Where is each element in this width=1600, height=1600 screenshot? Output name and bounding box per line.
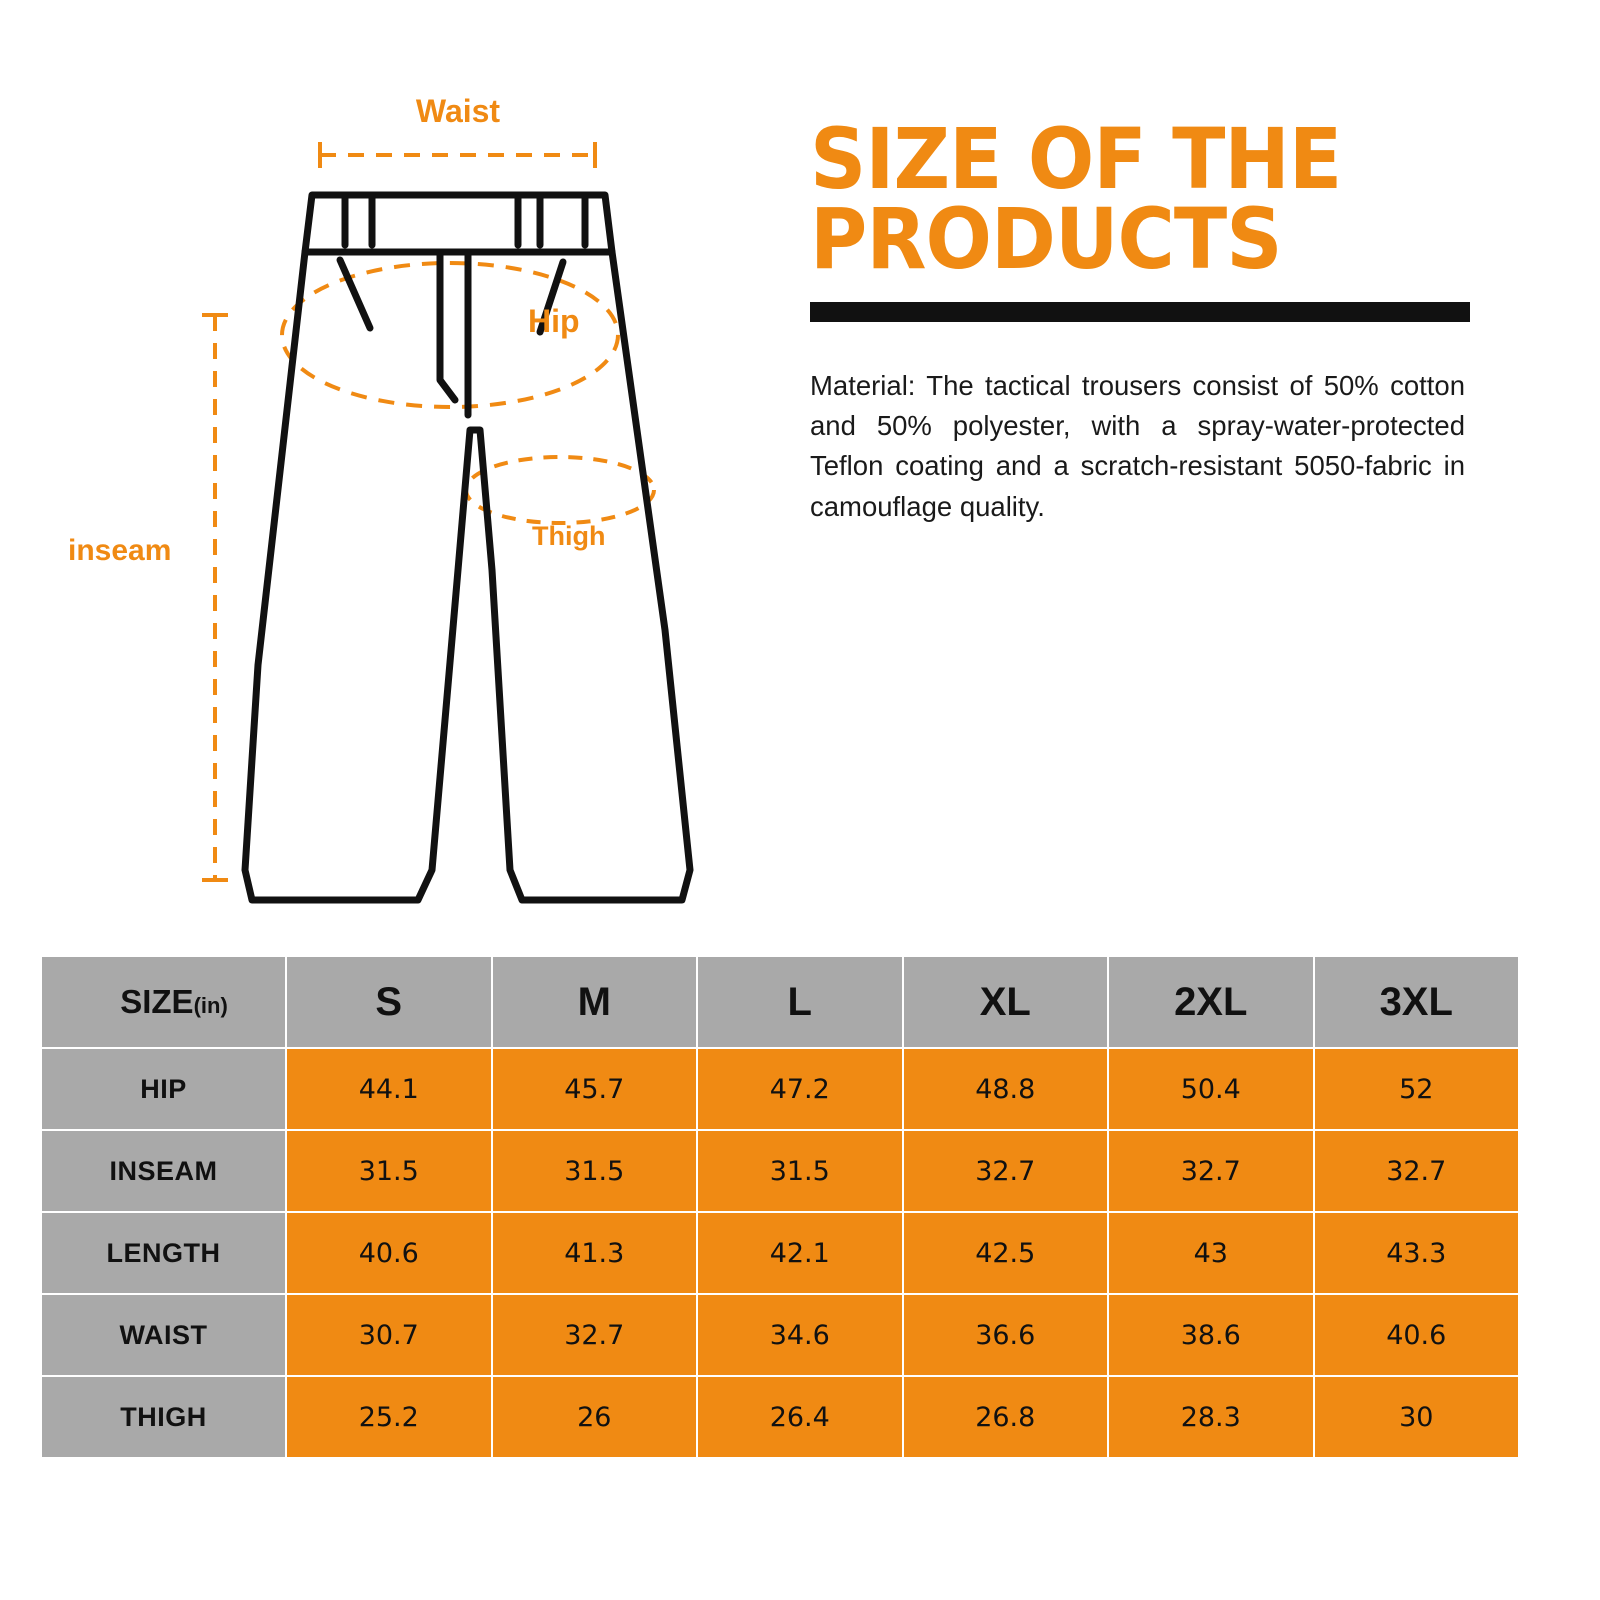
cell-length-xl: 42.5	[903, 1212, 1109, 1294]
row-label-inseam: INSEAM	[41, 1130, 286, 1212]
row-label-thigh: THIGH	[41, 1376, 286, 1458]
inseam-label: inseam	[68, 534, 172, 567]
cell-inseam-l: 31.5	[697, 1130, 903, 1212]
corner-unit-text: (in)	[193, 993, 228, 1018]
cell-hip-s: 44.1	[286, 1048, 492, 1130]
table-row	[41, 1048, 1519, 1130]
row-label-hip: HIP	[41, 1048, 286, 1130]
cell-thigh-s: 25.2	[286, 1376, 492, 1458]
cell-waist-s: 30.7	[286, 1294, 492, 1376]
title-line-2: PRODUCTS	[810, 189, 1282, 288]
title-divider	[810, 302, 1470, 322]
size-header-s: S	[286, 956, 492, 1048]
size-table	[40, 955, 1520, 1459]
table-row	[41, 1130, 1519, 1212]
cell-waist-2xl: 38.6	[1108, 1294, 1314, 1376]
cell-length-2xl: 43	[1108, 1212, 1314, 1294]
cell-length-s: 40.6	[286, 1212, 492, 1294]
cell-thigh-3xl: 30	[1314, 1376, 1520, 1458]
cell-hip-xl: 48.8	[903, 1048, 1109, 1130]
cell-hip-3xl: 52	[1314, 1048, 1520, 1130]
cell-hip-2xl: 50.4	[1108, 1048, 1314, 1130]
cell-thigh-l: 26.4	[697, 1376, 903, 1458]
cell-hip-l: 47.2	[697, 1048, 903, 1130]
cell-length-3xl: 43.3	[1314, 1212, 1520, 1294]
table-row	[41, 1376, 1519, 1458]
cell-thigh-xl: 26.8	[903, 1376, 1109, 1458]
cell-length-l: 42.1	[697, 1212, 903, 1294]
size-table-container	[40, 955, 1520, 1459]
size-header-3xl: 3XL	[1314, 956, 1520, 1048]
material-description: Material: The tactical trousers consist of 50% cotton and 50% polyester, with a spray-water-protected Teflon coating and a scratch-resistant 5050-fabric in camouflage quality.	[810, 369, 1465, 522]
cell-thigh-2xl: 28.3	[1108, 1376, 1314, 1458]
cell-thigh-m: 26	[492, 1376, 698, 1458]
cell-hip-m: 45.7	[492, 1048, 698, 1130]
cell-waist-3xl: 40.6	[1314, 1294, 1520, 1376]
cell-waist-l: 34.6	[697, 1294, 903, 1376]
row-label-waist: WAIST	[41, 1294, 286, 1376]
cell-inseam-m: 31.5	[492, 1130, 698, 1212]
table-row	[41, 1212, 1519, 1294]
table-corner-header	[41, 956, 286, 1048]
table-row	[41, 1294, 1519, 1376]
size-header-l: L	[697, 956, 903, 1048]
table-header-row	[41, 956, 1519, 1048]
size-header-2xl: 2XL	[1108, 956, 1314, 1048]
hip-label: Hip	[528, 303, 580, 339]
title-line-1: SIZE OF THE	[810, 110, 1342, 208]
cell-inseam-3xl: 32.7	[1314, 1130, 1520, 1212]
size-header-m: M	[492, 956, 698, 1048]
waist-label: Waist	[415, 93, 501, 129]
cell-inseam-s: 31.5	[286, 1130, 492, 1212]
pants-measurement-diagram	[40, 70, 760, 920]
corner-label-text: SIZE	[120, 983, 194, 1020]
row-label-length: LENGTH	[41, 1212, 286, 1294]
cell-waist-m: 32.7	[492, 1294, 698, 1376]
page-title	[810, 110, 1480, 288]
cell-inseam-xl: 32.7	[903, 1130, 1109, 1212]
pants-outline	[245, 195, 690, 900]
cell-length-m: 41.3	[492, 1212, 698, 1294]
size-header-xl: XL	[903, 956, 1109, 1048]
cell-inseam-2xl: 32.7	[1108, 1130, 1314, 1212]
thigh-measure-ellipse	[466, 457, 654, 523]
cell-waist-xl: 36.6	[903, 1294, 1109, 1376]
info-column	[810, 110, 1510, 527]
thigh-label: Thigh	[532, 521, 606, 551]
